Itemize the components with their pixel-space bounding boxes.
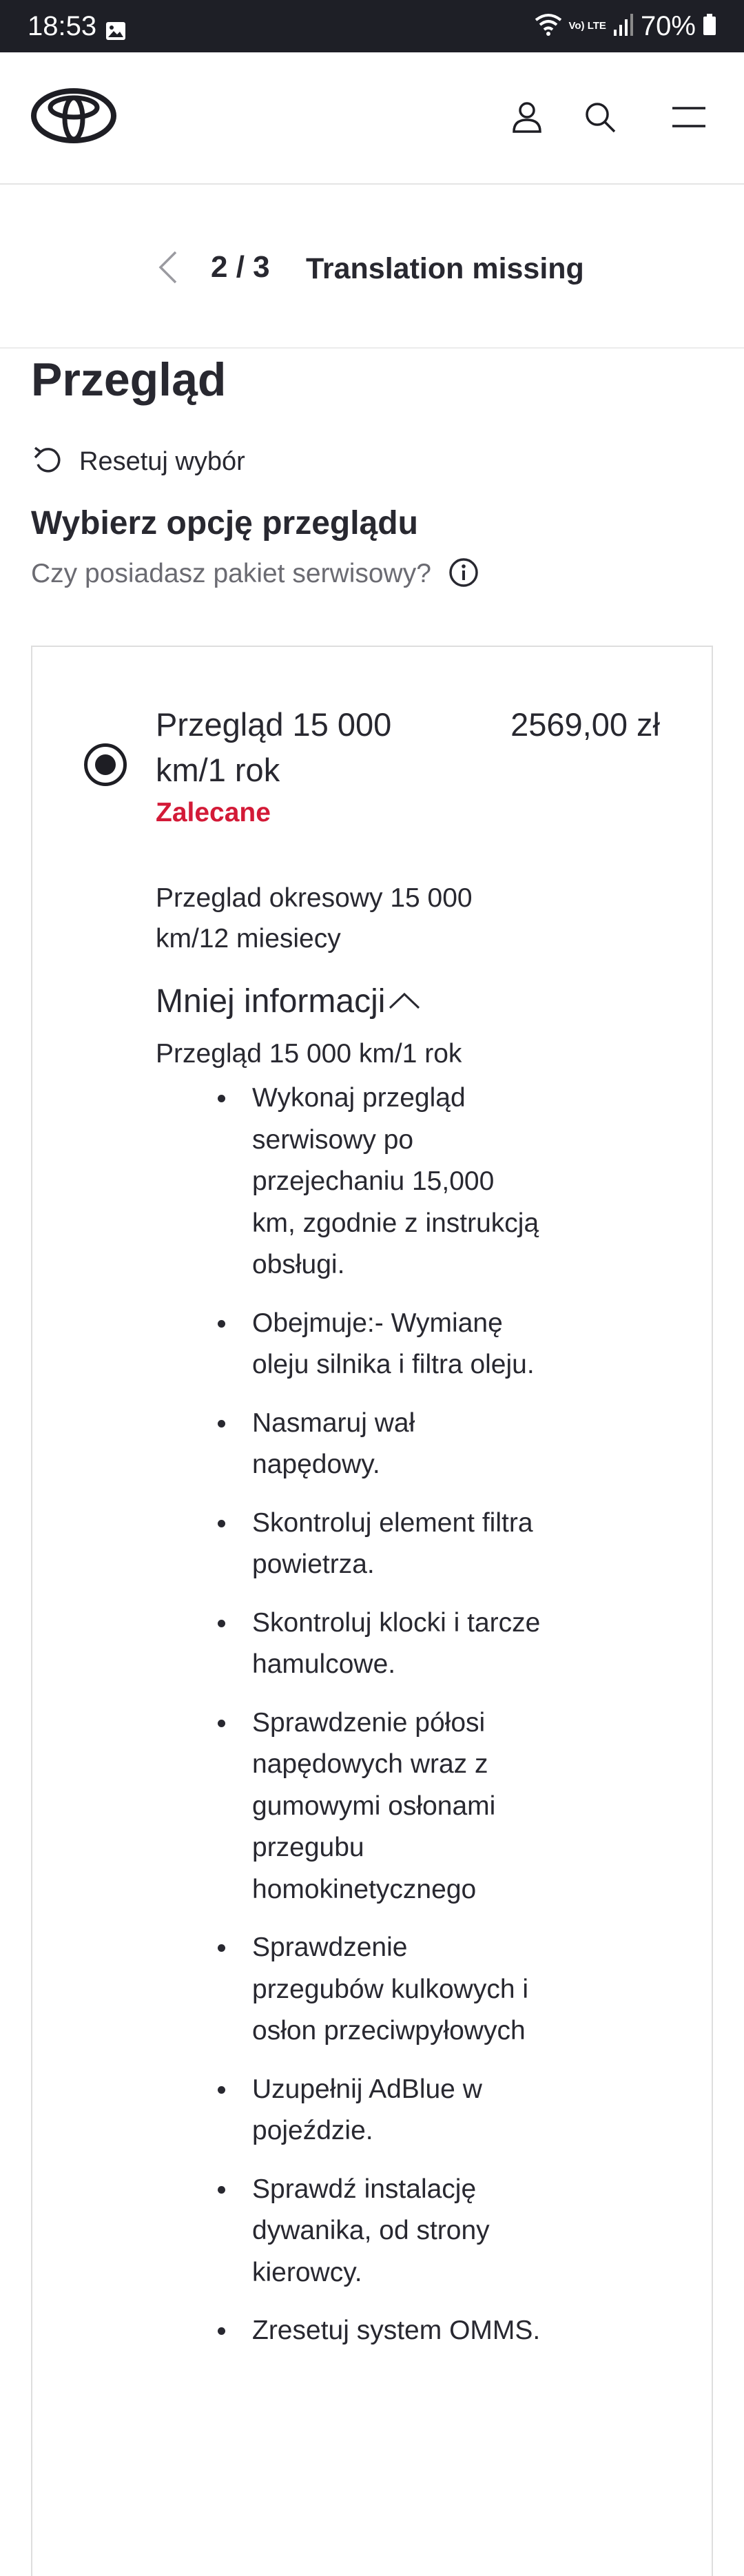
step-counter: 2 / 3: [211, 250, 270, 284]
list-item: Zresetuj system OMMS.: [156, 2310, 541, 2352]
reset-label: Resetuj wybór: [79, 447, 245, 476]
list-item: Obejmuje:- Wymianę oleju silnika i filtra oleju.: [156, 1303, 541, 1386]
section-title: Wybierz opcję przeglądu: [31, 505, 418, 542]
step-title: Translation missing: [306, 252, 584, 285]
list-item: Sprawdzenie przegubów kulkowych i osłon przeciwpyłowych: [156, 1927, 541, 2052]
list-item: Nasmaruj wał napędowy.: [156, 1403, 541, 1486]
status-time: 18:53: [28, 11, 97, 41]
question-label: Czy posiadasz pakiet serwisowy?: [31, 559, 431, 588]
search-icon[interactable]: [578, 95, 622, 139]
service-items-list: [156, 1078, 541, 2369]
site-header: [0, 52, 744, 185]
list-item: Uzupełnij AdBlue w pojeździe.: [156, 2069, 541, 2152]
radio-dot: [95, 754, 116, 775]
image-icon: [105, 21, 126, 44]
option-description: Przeglad okresowy 15 000 km/12 miesiecy: [156, 883, 473, 954]
battery-icon: [703, 14, 716, 39]
undo-icon: [31, 444, 64, 480]
details-title: Przegląd 15 000 km/1 rok: [156, 1039, 462, 1069]
list-item: Skontroluj element filtra powietrza.: [156, 1503, 541, 1586]
list-item: Wykonaj przegląd serwisowy po przejechaniu 15,000 km, zgodnie z instrukcją obsługi.: [156, 1078, 541, 1286]
lte-icon: Vo) LTE: [568, 20, 606, 32]
chevron-left-icon[interactable]: [153, 247, 183, 288]
wifi-icon: [535, 13, 562, 40]
menu-icon[interactable]: [667, 95, 711, 139]
service-option-card[interactable]: [31, 646, 713, 2576]
info-icon[interactable]: [448, 557, 479, 592]
user-icon[interactable]: [505, 95, 549, 139]
option-title: Przegląd 15 000 km/1 rok: [156, 706, 392, 788]
less-info-toggle[interactable]: [156, 978, 421, 1026]
stepper: [0, 186, 744, 349]
radio-button-selected[interactable]: [84, 743, 127, 786]
reset-selection-button[interactable]: [31, 441, 245, 482]
option-price: 2569,00 zł: [510, 706, 660, 743]
toyota-logo[interactable]: [31, 88, 116, 147]
signal-icon: [613, 13, 634, 40]
status-right: [535, 10, 717, 43]
recommended-badge: Zalecane: [156, 798, 271, 827]
status-bar: [0, 0, 744, 52]
battery-text: 70%: [640, 11, 696, 41]
list-item: Sprawdzenie półosi napędowych wraz z gumowymi osłonami przegubu homokinetycznego: [156, 1702, 541, 1911]
chevron-up-icon: [388, 990, 421, 1014]
service-package-question: [31, 555, 479, 593]
page-title: Przegląd: [31, 353, 227, 406]
list-item: Skontroluj klocki i tarcze hamulcowe.: [156, 1603, 541, 1686]
list-item: Sprawdź instalację dywanika, od strony kierowcy.: [156, 2169, 541, 2294]
toggle-label: Mniej informacji: [156, 983, 386, 1020]
